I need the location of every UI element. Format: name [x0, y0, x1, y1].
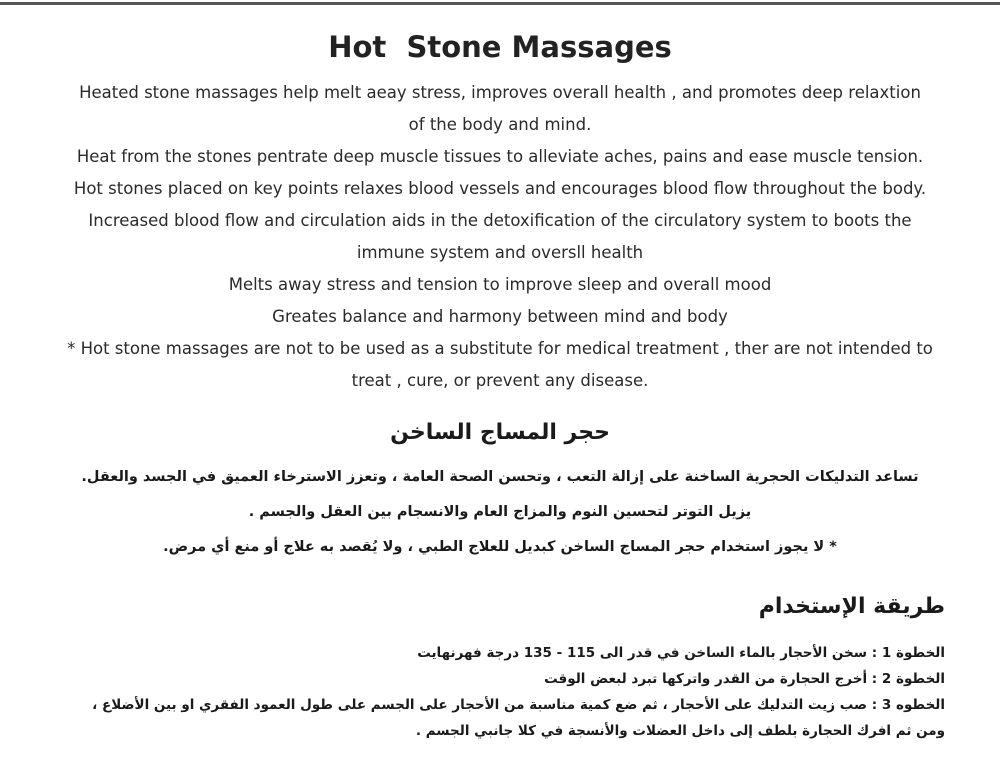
arabic-description	[60, 460, 940, 565]
english-line: Melts away stress and tension to improve sleep and overall mood	[228, 275, 772, 294]
english-line: Heated stone massages help melt aeay stress, improves overall health , and promotes deep relaxtion	[79, 83, 921, 102]
english-line: Hot stones placed on key points relaxes blood vessels and encourages blood flow throughout the body.	[73, 179, 927, 198]
english-description	[40, 77, 960, 397]
arabic-title: حجر المساج الساخن	[390, 420, 610, 445]
disclaimer-line: treat , cure, or prevent any disease.	[351, 371, 649, 390]
page-title: Hot Stone Massages	[328, 30, 672, 64]
step-3: الخطوه 3 : صب زيت التدليك على الأحجار ، ثم ضع كمية مناسبة من الأحجار على الجسم على طول العمود الفقري او بين الأضلاع ،	[92, 697, 945, 713]
english-line: immune system and oversll health	[356, 243, 644, 262]
usage-steps	[45, 640, 945, 744]
english-line: Increased blood flow and circulation aids in the detoxification of the circulatory system to boots the	[88, 211, 912, 230]
arabic-disclaimer: * لا يجوز استخدام حجر المساج الساخن كبديل للعلاج الطبي ، ولا يُقصد به علاج أو منع أي مرض.	[163, 539, 837, 555]
disclaimer-line: * Hot stone massages are not to be used as a substitute for medical treatment , ther are not intended to	[67, 339, 933, 358]
step-3-continued: ومن ثم افرك الحجارة بلطف إلى داخل العضلات والأنسجة في كلا جانبي الجسم .	[415, 723, 945, 739]
top-divider	[0, 2, 1000, 5]
arabic-line: تساعد التدليكات الحجرية الساخنة على إزالة التعب ، وتحسن الصحة العامة ، وتعزز الاسترخاء العميق في الجسد والعقل.	[81, 469, 919, 485]
arabic-line: يزيل التوتر لتحسين النوم والمزاج العام والانسجام بين العقل والجسم .	[248, 504, 752, 520]
english-line: of the body and mind.	[408, 115, 592, 134]
english-line: Greates balance and harmony between mind and body	[272, 307, 728, 326]
step-1: الخطوة 1 : سخن الأحجار بالماء الساخن في قدر الى 115 - 135 درجة فهرنهايت	[417, 645, 945, 661]
english-line: Heat from the stones pentrate deep muscle tissues to alleviate aches, pains and ease muscle tension.	[76, 147, 924, 166]
step-2: الخطوة 2 : أخرج الحجارة من القدر واتركها تبرد لبعض الوقت	[544, 671, 945, 687]
usage-heading: طريقة الإستخدام	[758, 594, 945, 619]
